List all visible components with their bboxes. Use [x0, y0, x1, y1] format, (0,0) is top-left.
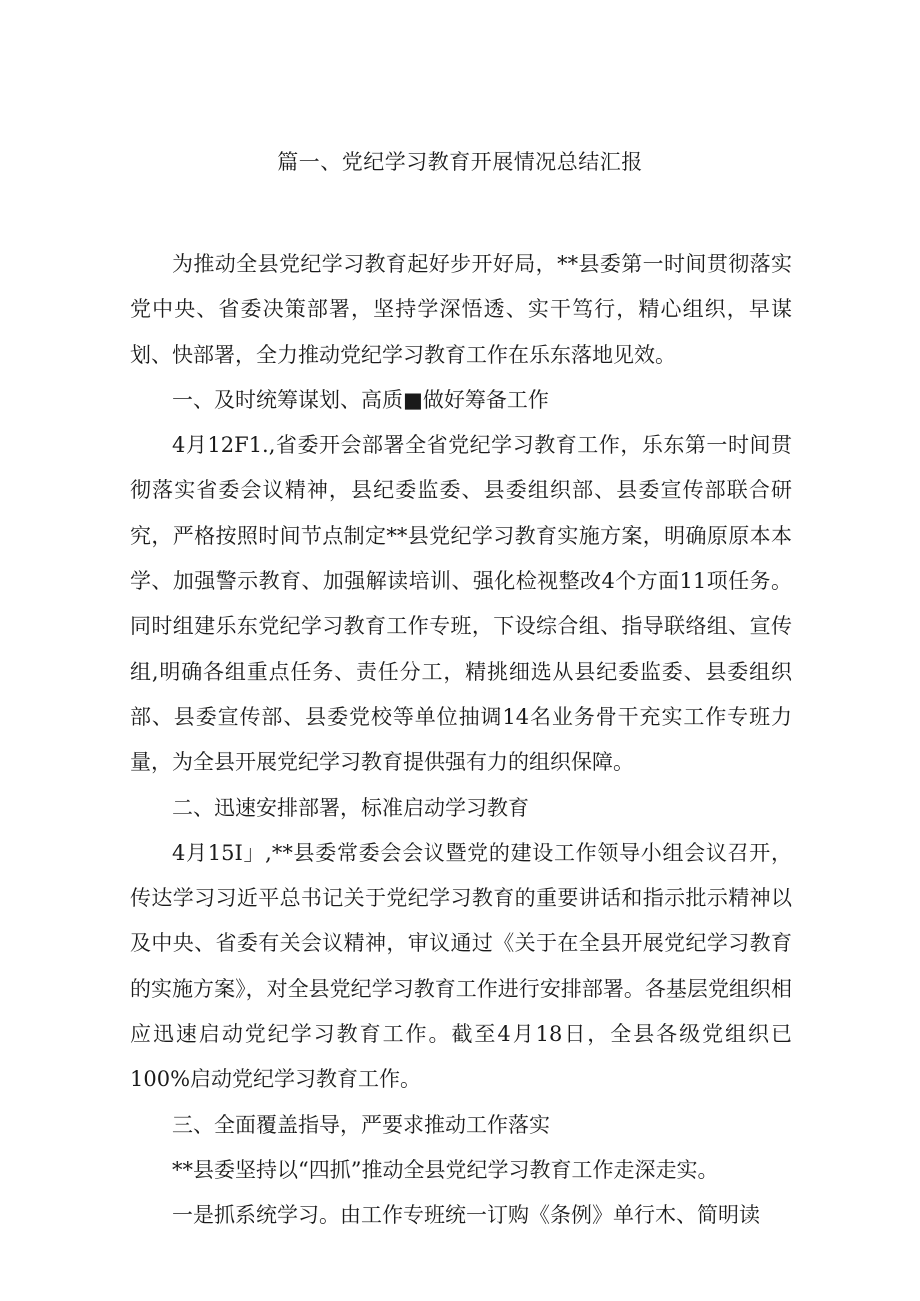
document-body	[130, 242, 792, 1239]
paragraph-section-3-item-1: 一是抓系统学习。由工作专班统一订购《条例》单行木、简明读	[172, 1203, 760, 1228]
paragraph-section-3-intro: **县委坚持以“四抓”推动全县党纪学习教育工作走深走实。	[172, 1157, 719, 1182]
section-heading-1: 一、及时统筹谋划、高质■做好筹备工作	[172, 387, 549, 412]
paragraph-section-1: 4月12F1.,省委开会部署全省党纪学习教育工作，乐东第一时间贯彻落实省委会议精神，县纪委监委、县委组织部、县委宣传部联合研究，严格按照时间节点制定**县党纪学习教育实施方案，明确原原本本学、加强警示教育、加强解读培训、强化检视整改4个方面11项任务。同时组建乐东党纪学习教育工作专班，下设综合组、指导联络组、宣传组,明确各组重点任务、责任分工，精挑细选从县纪委监委、县委组织部、县委宣传部、县委党校等单位抽调14名业务骨干充实工作专班力量，为全县开展党纪学习教育提供强有力的组织保障。	[130, 433, 792, 775]
paragraph-intro: 为推动全县党纪学习教育起好步开好局，**县委第一时间贯彻落实党中央、省委决策部署，坚持学深悟透、实干笃行，精心组织，早谋划、快部署，全力推动党纪学习教育工作在乐东落地见效。	[130, 252, 792, 367]
paragraph-section-2: 4月15I」,**县委常委会会议暨党的建设工作领导小组会议召开，传达学习习近平总书记关于党纪学习教育的重要讲话和指示批示精神以及中央、省委有关会议精神，审议通过《关于在全县开展党纪学习教育的实施方案》，对全县党纪学习教育工作进行安排部署。各基层党组织相应迅速启动党纪学习教育工作。截至4月18日，全县各级党组织已100%启动党纪学习教育工作。	[130, 840, 792, 1092]
section-heading-3: 三、全面覆盖指导，严要求推动工作落实	[172, 1112, 550, 1137]
section-heading-2: 二、迅速安排部署，标准启动学习教育	[172, 795, 529, 820]
document-title: 篇一、党纪学习教育开展情况总结汇报	[277, 150, 643, 174]
